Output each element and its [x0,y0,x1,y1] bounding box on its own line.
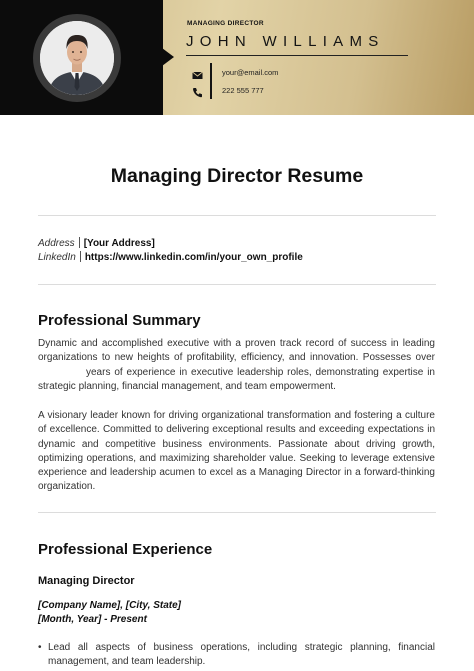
summary-paragraph-2: A visionary leader known for driving organizational transformation and fostering a culture of excellence. Committed to delivering exceptional results and exceeding expectations in dynamic and competitive business environments. Passionate about driving growth, optimizing operations, and maximizing shareholder value. Seeking to leverage extensive experience and leadership acumen to excel as a Managing Director in a forward-thinking organization. [38,410,435,493]
experience-heading: Professional Experience [38,541,213,558]
divider [38,284,436,285]
name-divider [186,55,408,56]
header-name: JOHN WILLIAMS [186,33,385,50]
header-role: MANAGING DIRECTOR [187,20,264,27]
linkedin-row [38,251,303,263]
page-title: Managing Director Resume [110,165,364,187]
summary-paragraph-1: Dynamic and accomplished executive with a proven track record of success in leading organizations to new heights of profitability, efficiency, and innovation. Possesses over years of experience in executive leadership roles, demonstrating expertise in strategic planning, financial management, and team empowerment. [38,338,435,392]
header-notch [162,48,174,66]
envelope-icon [192,68,203,79]
list-item: • Lead all aspects of business operations, including strategic planning, financial management, and team leadership. [38,642,435,668]
phone-text: 222 555 777 [222,86,264,95]
company-line: [Company Name], [City, State] [38,600,181,611]
person-photo-icon [40,21,114,95]
linkedin-label: LinkedIn [38,252,76,263]
email-text: your@email.com [222,68,279,77]
job-title: Managing Director [38,575,135,587]
linkedin-link[interactable]: https://www.linkedin.com/in/your_own_profile [84,252,303,263]
avatar [40,21,114,95]
phone-icon [192,85,203,96]
address-value: [Your Address] [83,238,155,249]
summary-heading: Professional Summary [38,312,201,329]
resume-header [0,0,474,115]
divider [38,215,436,216]
address-row [38,237,155,249]
contact-divider [210,63,212,99]
address-label: Address [38,238,75,249]
date-line: [Month, Year] - Present [38,614,147,625]
divider [38,512,436,513]
